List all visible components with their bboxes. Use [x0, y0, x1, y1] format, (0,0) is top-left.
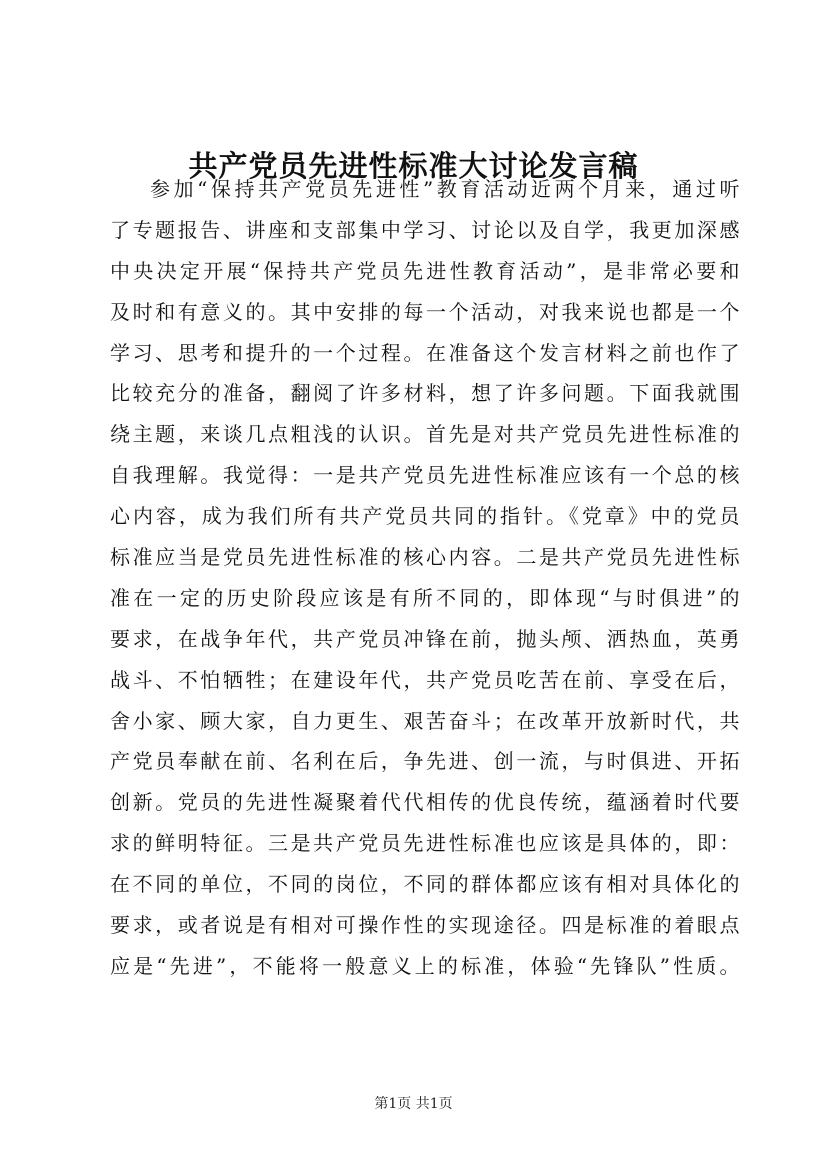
- body-line: 求的鲜明特征。三是共产党员先进性标准也应该是具体的，即：: [110, 831, 740, 856]
- body-line: 中央决定开展“保持共产党员先进性教育活动”，是非常必要和: [110, 258, 740, 283]
- body-line: 绕主题，来谈几点粗浅的认识。首先是对共产党员先进性标准的: [110, 422, 740, 447]
- body-line: 在不同的单位，不同的岗位，不同的群体都应该有相对具体化的: [110, 872, 740, 897]
- page-footer: 第1页 共1页: [374, 1096, 453, 1112]
- document-title: 共产党员先进性标准大讨论发言稿: [188, 149, 639, 183]
- body-line: 参加“保持共产党员先进性”教育活动近两个月来，通过听: [150, 177, 740, 201]
- body-line: 要求，在战争年代，共产党员冲锋在前，抛头颅、洒热血，英勇: [110, 626, 740, 651]
- body-line: 自我理解。我觉得：一是共产党员先进性标准应该有一个总的核: [110, 463, 740, 488]
- body-line: 创新。党员的先进性凝聚着代代相传的优良传统，蕴涵着时代要: [110, 790, 740, 815]
- body-line: 学习、思考和提升的一个过程。在准备这个发言材料之前也作了: [110, 340, 740, 365]
- body-line: 准在一定的历史阶段应该是有所不同的，即体现“与时俱进”的: [110, 585, 740, 610]
- body-line: 了专题报告、讲座和支部集中学习、讨论以及自学，我更加深感: [110, 217, 740, 242]
- body-line: 应是“先进”，不能将一般意义上的标准，体验“先锋队”性质。: [110, 953, 740, 978]
- body-line: 及时和有意义的。其中安排的每一个活动，对我来说也都是一个: [110, 299, 740, 324]
- document-body: [110, 169, 740, 987]
- body-line: 要求，或者说是有相对可操作性的实现途径。四是标准的着眼点: [110, 913, 740, 938]
- body-line: 舍小家、顾大家，自力更生、艰苦奋斗；在改革开放新时代，共: [110, 708, 740, 733]
- body-line: 比较充分的准备，翻阅了许多材料，想了许多问题。下面我就围: [110, 381, 740, 406]
- body-line: 产党员奉献在前、名利在后，争先进、创一流，与时俱进、开拓: [110, 749, 740, 774]
- body-line: 心内容，成为我们所有共产党员共同的指针。《党章》中的党员: [110, 504, 740, 529]
- body-line: 战斗、不怕牺牲；在建设年代，共产党员吃苦在前、享受在后，: [110, 667, 740, 692]
- body-line: 标准应当是党员先进性标准的核心内容。二是共产党员先进性标: [110, 545, 740, 570]
